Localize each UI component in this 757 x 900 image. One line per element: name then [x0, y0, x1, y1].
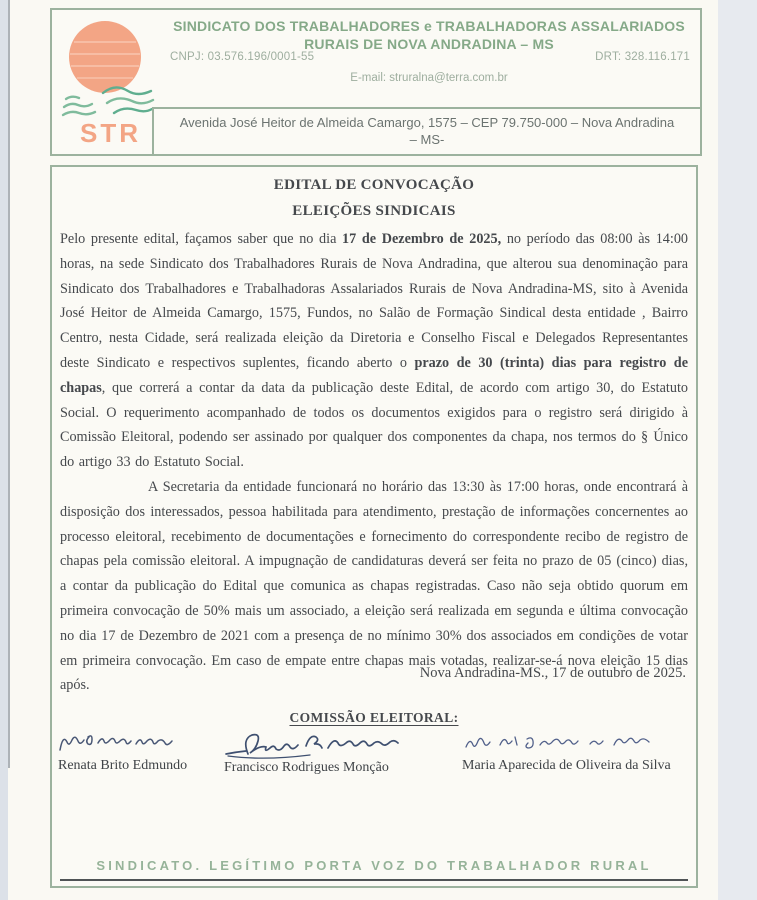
- letterhead: [50, 8, 702, 156]
- signature-block-francisco: [224, 731, 404, 776]
- p1-text-1: Pelo presente edital, façamos saber que no dia: [60, 231, 343, 247]
- org-name: [164, 18, 694, 53]
- signatory-name-maria: Maria Aparecida de Oliveira da Silva: [462, 758, 671, 773]
- signature-block-renata: [58, 731, 187, 774]
- edital-title: EDITAL DE CONVOCAÇÃO: [273, 177, 475, 193]
- paragraph-1: [60, 227, 688, 475]
- org-name-line1: SINDICATO DOS TRABALHADORES e TRABALHADORAS ASSALARIADOS: [173, 18, 685, 34]
- signature-renata-image: [58, 731, 176, 757]
- commission-heading: COMISSÃO ELEITORAL:: [289, 710, 459, 725]
- address-line1: Avenida José Heitor de Almeida Camargo, 1575 – CEP 79.750-000 – Nova Andradina: [179, 115, 675, 130]
- drt-number: DRT: 328.116.171: [595, 51, 690, 63]
- signature-maria-image: [462, 731, 662, 757]
- p1-text-3: , que correrá a contar da data da publicação deste Edital, de acordo com artigo 30, do Estatuto Social. O requerimento acompanhado de todos os documentos exigidos para o registro será dirigido à Comissão Eleitoral, podendo ser assinado por qualquer dos componentes da chapa, nos termos do § Único do artigo 33 do Estatuto Social.: [60, 379, 688, 471]
- signature-block-maria: [462, 731, 671, 774]
- p1-bold-date: 17 de Dezembro de 2025,: [342, 231, 502, 247]
- email-address: E-mail: struralna@terra.com.br: [350, 72, 508, 84]
- edital-subtitle: ELEIÇÕES SINDICAIS: [292, 203, 456, 219]
- dateline: Nova Andradina-MS., 17 de outubro de 2025.: [419, 665, 686, 681]
- logo-text: STR: [80, 118, 141, 148]
- signatory-name-francisco: Francisco Rodrigues Monção: [224, 760, 389, 775]
- footer-rule: [60, 879, 688, 881]
- scan-edge-line: [8, 0, 10, 768]
- p1-bold-deadline: prazo de 30 (trinta) dias para registro de chapas: [60, 354, 688, 396]
- cnpj-number: CNPJ: 03.576.196/0001-55: [170, 51, 315, 63]
- address-line2: – MS-: [409, 132, 445, 147]
- p1-text-2: no período das 08:00 às 14:00 horas, na sede Sindicato dos Trabalhadores Rurais de Nova Andradina, que alterou sua denominação para Sindicato dos Trabalhadores e Trabalhadoras Assalariados Rurais de Nova Andradina-MS, sito à Avenida José Heitor de Almeida Camargo, 1575, Fundos, no Salão de Formação Sindical desta entidade , Bairro Centro, nesta Cidade, será realizada eleição da Diretoria e Conselho Fiscal e Delegados Representantes deste Sindicato e respectivos suplentes, ficando aberto o: [60, 231, 689, 371]
- paragraph-2: A Secretaria da entidade funcionará no horário das 13:30 às 17:00 horas, onde encontrará à disposição dos interessados, pessoa habilitada para atendimento, prestação de informações concernentes ao processo eleitoral, recebimento de documentações e fornecimento do correspondente recibo de registro de chapas pela comissão eleitoral. A impugnação de candidaturas deverá ser feita no prazo de 05 (cinco) dias, a contar da publicação do Edital que comunica as chapas registradas. Caso não seja obtido quorum em primeira convocação de 50% mais um associado, a eleição será realizada em segunda e última convocação no dia 17 de Dezembro de 2021 com a presença de no mínimo 30% dos associados em condições de votar em primeira convocação. Em caso de empate entre chapas mais votadas, realizar-se-á nova eleição 15 dias após.: [60, 478, 688, 694]
- str-logo: [58, 14, 160, 148]
- signature-francisco-image: [224, 731, 404, 759]
- scan-background-left: [0, 0, 8, 900]
- edital-body: [50, 165, 698, 888]
- footer-motto: SINDICATO. LEGÍTIMO PORTA VOZ DO TRABALHADOR RURAL: [96, 858, 652, 873]
- edital-text: [60, 227, 688, 698]
- org-name-line2: RURAIS DE NOVA ANDRADINA – MS: [304, 35, 554, 52]
- scan-background-right: [718, 0, 757, 900]
- signatory-name-renata: Renata Brito Edmundo: [58, 758, 188, 773]
- address-box: [152, 107, 702, 156]
- sun-icon: [69, 21, 141, 93]
